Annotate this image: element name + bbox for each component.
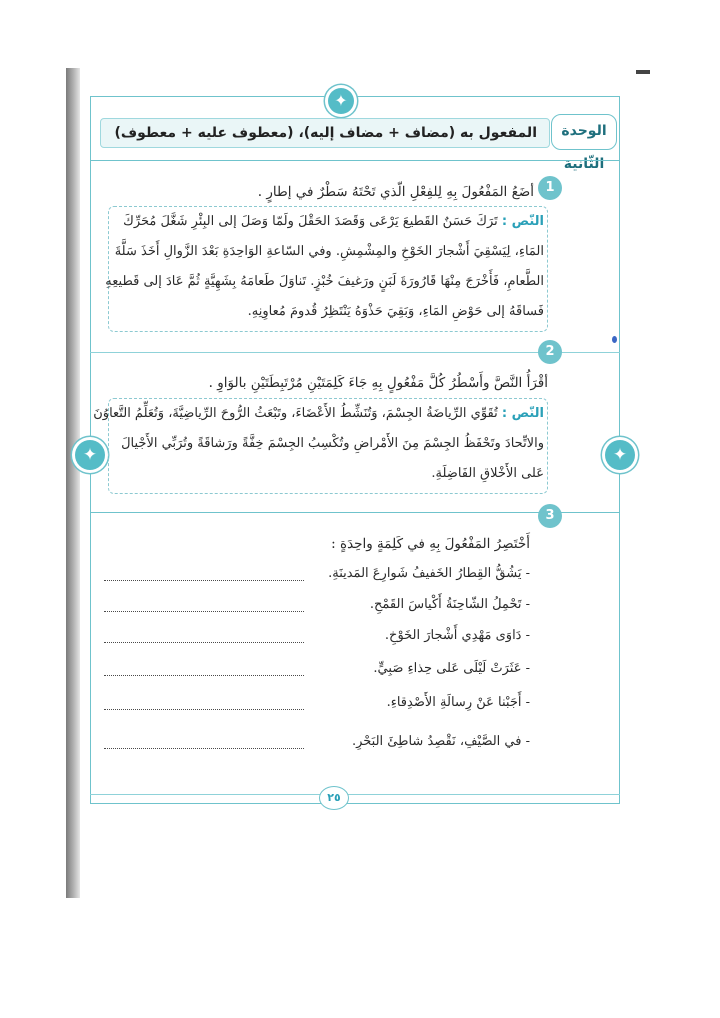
answer-line[interactable] bbox=[104, 611, 304, 612]
star-medal-icon: ✦ bbox=[75, 440, 105, 470]
text-line: عَلى الأَخْلاقِ الفَاضِلَةِ. bbox=[431, 466, 544, 481]
list-item: - يَشُقُّ القِطارُ الخَفيفُ شَوارِعَ المَدينَةِ. bbox=[328, 566, 530, 581]
answer-line[interactable] bbox=[104, 675, 304, 676]
scan-mark bbox=[636, 70, 650, 74]
star-medal-icon: ✦ bbox=[328, 88, 354, 114]
text-line: النّص : تَرَكَ حَسَنٌ القَطيعَ يَرْعَى وَقَصَدَ الحَقْلَ ولَمّا وَصَلَ إلى البِئْرِ شَغَّلَ مُحَرِّكَ bbox=[123, 214, 544, 229]
answer-line[interactable] bbox=[104, 580, 304, 581]
divider bbox=[90, 794, 620, 795]
exercise-instruction: أضَعُ المَفْعُولَ بِهِ لِلفِعْلِ الّذي تَحْتَهُ سَطْرٌ في إطارٍ . bbox=[257, 184, 534, 200]
text-line: النّص : تُقَوِّي الرِّياضَةُ الجِسْمَ، وَتُنَشِّطُ الأَعْضَاءَ، وتَبْعَثُ الرُّوحَ الرِّياضِيَّةَ، وَتُعَلِّمُ التَّعاوُنَ bbox=[93, 406, 544, 421]
list-item: - أَجَبْنا عَنْ رِسالَةِ الأَصْدِقاءِ. bbox=[386, 695, 530, 710]
exercise-instruction: أقْرَأُ النَّصَّ وأَسْطُرُ كُلَّ مَفْعُولٍ بِهِ جَاءَ كَلِمَتَيْنِ مُرْتَبِطَتَيْنِ بالوَاوِ . bbox=[208, 375, 548, 391]
exercise-instruction: أَخْتَصِرُ المَفْعُولَ بِهِ في كَلِمَةٍ واحِدَةٍ : bbox=[331, 536, 530, 552]
list-item: - عَثَرَتْ لَيْلَى عَلى حِذاءِ صَبِيٍّ. bbox=[373, 661, 530, 676]
answer-line[interactable] bbox=[104, 642, 304, 643]
text-line: والاتِّحادَ وتَحْفَظُ الجِسْمَ مِنَ الأَمْراضِ وتُكْسِبُ الجِسْمَ خِفَّةً ورَشاقَةً وتُرَبِّي الأَجْيالَ bbox=[121, 436, 544, 451]
exercise-number: 1 bbox=[538, 176, 562, 200]
text-label: النّص : bbox=[501, 406, 544, 421]
answer-line[interactable] bbox=[104, 709, 304, 710]
page-number: ٢٥ bbox=[319, 786, 349, 810]
text-line: الطَّعامِ، فَأَخْرَجَ مِنْهَا قَارُورَةَ لَبَنٍ ورَغيفَ خُبْزٍ. تَناوَلَ طَعامَهُ بِشَهِيَّةٍ ثُمَّ عَادَ إلى قَطيعِهِ bbox=[105, 274, 544, 289]
answer-line[interactable] bbox=[104, 748, 304, 749]
list-item: - دَاوَى مَهْدِي أَشْجارَ الخَوْخِ. bbox=[384, 628, 530, 643]
scan-edge-shadow bbox=[66, 68, 80, 898]
list-item: - في الصَّيْفِ، نَقْصِدُ شاطِئَ البَحْرِ. bbox=[351, 734, 530, 749]
text-label: النّص : bbox=[501, 214, 544, 229]
exercise-number: 3 bbox=[538, 504, 562, 528]
page-title: المفعول به (مضاف + مضاف إليه)، (معطوف عليه + معطوف) bbox=[100, 118, 550, 148]
unit-label: الوحدة الثّانية bbox=[551, 114, 617, 150]
star-medal-icon: ✦ bbox=[605, 440, 635, 470]
text-line: فَساقَهُ إلى حَوْضِ المَاءِ، وَبَقِيَ حَذْوَهُ يَنْتَظِرُ قُدومَ مُعاوِنِهِ. bbox=[247, 304, 544, 319]
exercise-number: 2 bbox=[538, 340, 562, 364]
text-line: المَاءِ، لِيَسْقِيَ أَشْجارَ الخَوْخِ والمِشْمِشِ. وفي السّاعةِ الوَاحِدَةِ بَعْدَ الزَّوالِ أَخَذَ سَلَّةَ bbox=[114, 244, 544, 259]
divider bbox=[90, 160, 620, 161]
list-item: - تَحْمِلُ الشّاحِنَةُ أَكْياسَ القَمْحِ. bbox=[369, 597, 530, 612]
